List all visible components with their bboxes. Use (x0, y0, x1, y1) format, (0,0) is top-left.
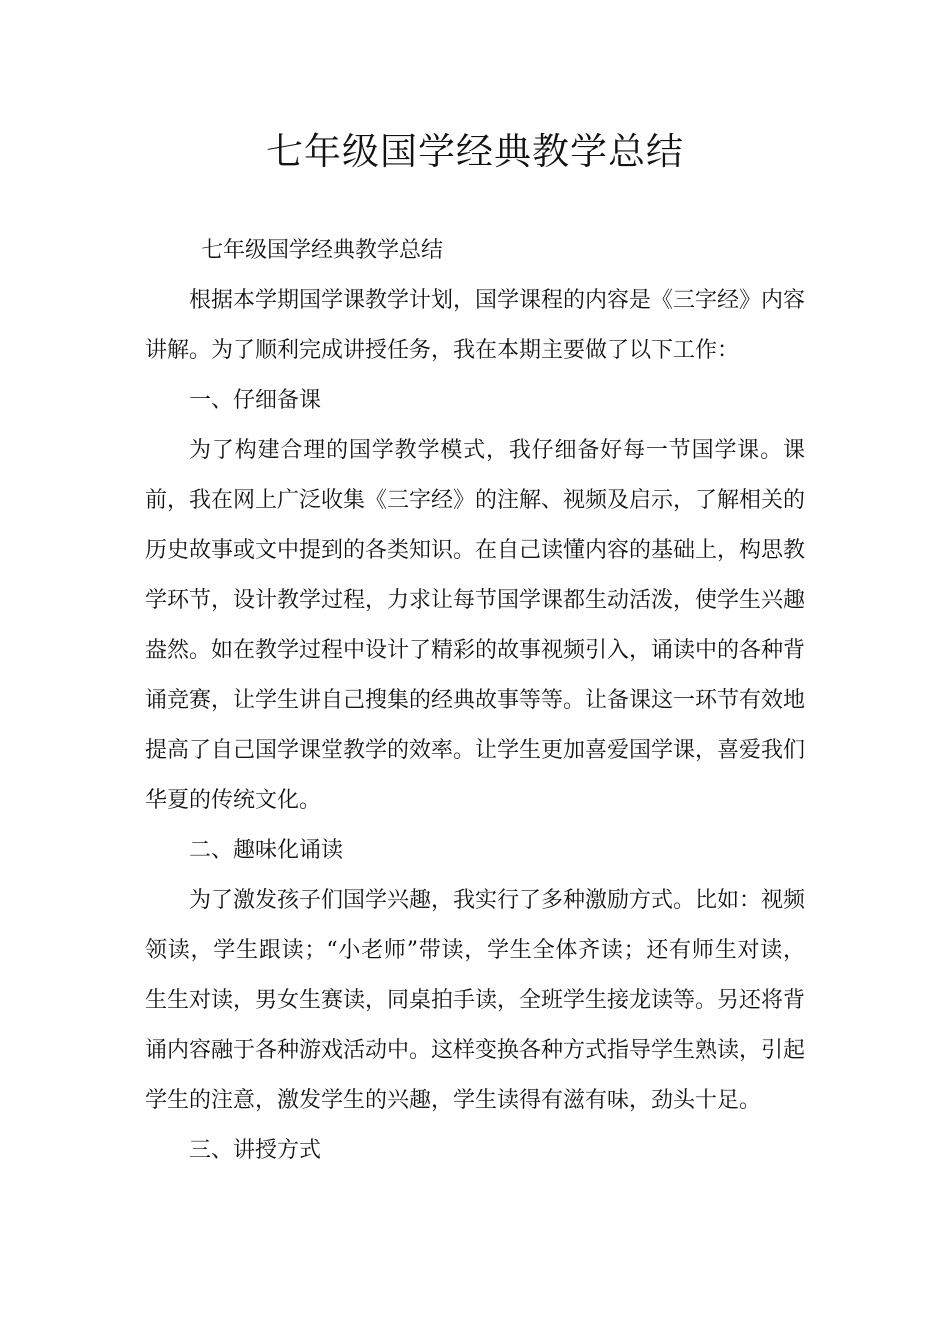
section-paragraph-1: 为了构建合理的国学教学模式，我仔细备好每一节国学课。课前，我在网上广泛收集《三字经》的注解、视频及启示，了解相关的历史故事或文中提到的各类知识。在自己读懂内容的基础上，构思教学环节，设计教学过程，力求让每节国学课都生动活泼，使学生兴趣盎然。如在教学过程中设计了精彩的故事视频引入，诵读中的各种背诵竞赛，让学生讲自己搜集的经典故事等等。让备课这一环节有效地提高了自己国学课堂教学的效率。让学生更加喜爱国学课，喜爱我们华夏的传统文化。 (145, 438, 806, 813)
document-subtitle: 七年级国学经典教学总结 (201, 238, 444, 263)
document-body (145, 226, 805, 1176)
section-heading-1: 一、仔细备课 (189, 388, 322, 413)
section-heading-3: 三、讲授方式 (189, 1138, 322, 1163)
section-heading-2: 二、趣味化诵读 (189, 838, 344, 863)
document-title: 七年级国学经典教学总结 (266, 130, 684, 173)
section-paragraph-2: 为了激发孩子们国学兴趣，我实行了多种激励方式。比如：视频领读，学生跟读；“小老师”带读，学生全体齐读；还有师生对读，生生对读，男女生赛读，同桌拍手读，全班学生接龙读等。另还将背诵内容融于各种游戏活动中。这样变换各种方式指导学生熟读，引起学生的注意，激发学生的兴趣，学生读得有滋有味，劲头十足。 (145, 888, 806, 1113)
intro-paragraph: 根据本学期国学课教学计划，国学课程的内容是《三字经》内容讲解。为了顺利完成讲授任务，我在本期主要做了以下工作： (145, 288, 806, 363)
